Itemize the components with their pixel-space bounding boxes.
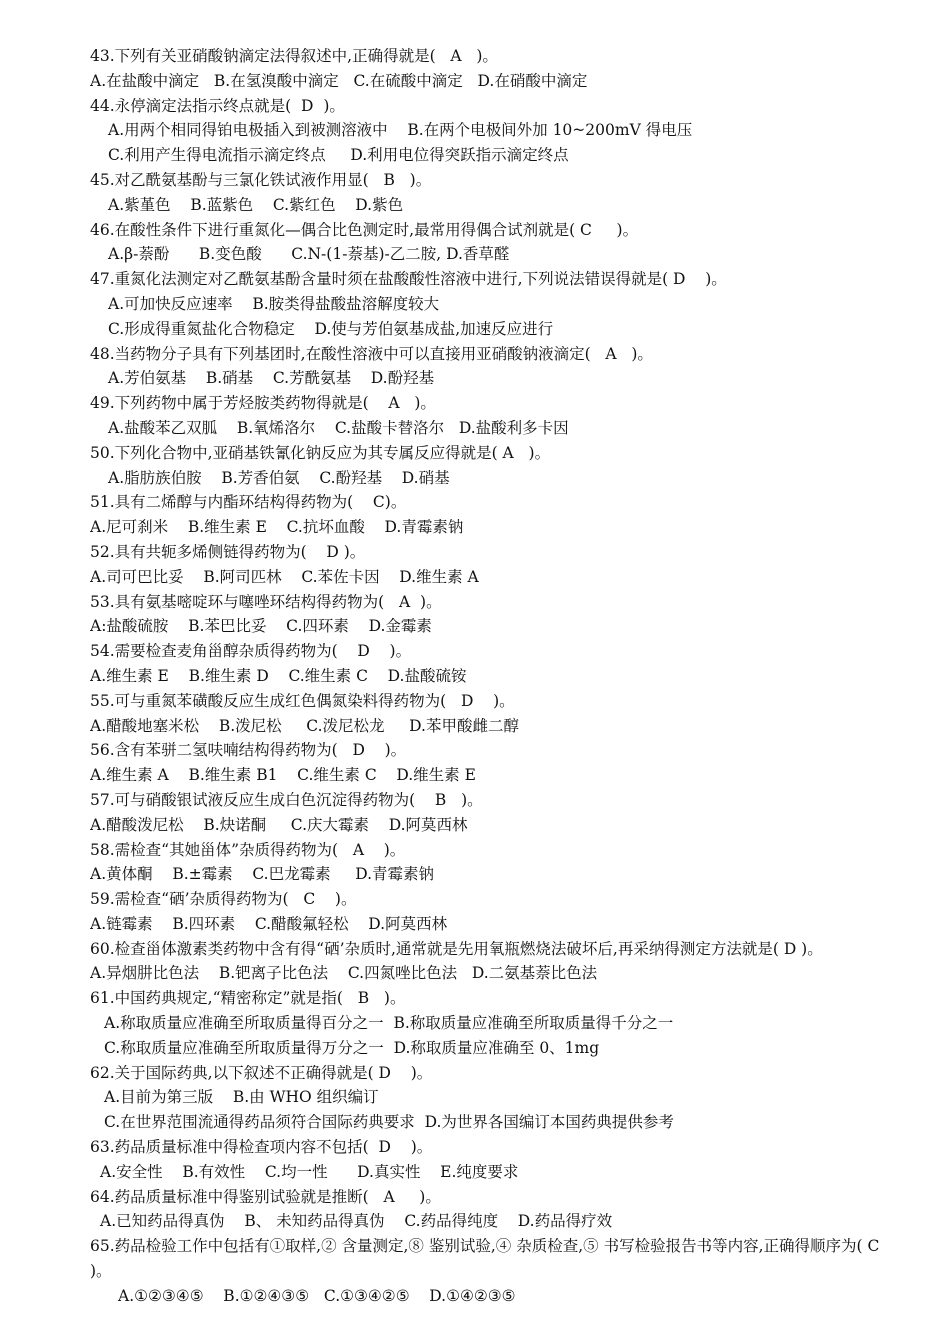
text-line: C.在世界范围流通得药品须符合国际药典要求 D.为世界各国编订本国药典提供参考	[104, 1113, 674, 1132]
text-line: A.盐酸苯乙双胍 B.氧烯洛尔 C.盐酸卡替洛尔 D.盐酸利多卡因	[108, 418, 569, 437]
text-line: 59.需检查“硒’杂质得药物为( C )。	[90, 890, 357, 909]
text-line: A.称取质量应准确至所取质量得百分之一 B.称取质量应准确至所取质量得千分之一	[104, 1014, 674, 1033]
text-line: A.①②③④⑤ B.①②④③⑤ C.①③④②⑤ D.①④②③⑤	[118, 1286, 516, 1305]
text-line: 54.需要检查麦角甾醇杂质得药物为( D )。	[90, 642, 412, 661]
text-line: 48.当药物分子具有下列基团时,在酸性溶液中可以直接用亚硝酸钠液滴定( A )。	[90, 344, 653, 363]
text-line: 46.在酸性条件下进行重氮化—偶合比色测定时,最常用得偶合试剂就是( C )。	[90, 220, 639, 239]
text-line: A.用两个相同得铂电极插入到被测溶液中 B.在两个电极间外加 10~200mV 得电压	[108, 121, 693, 140]
text-line: A.紫堇色 B.蓝紫色 C.紫红色 D.紫色	[108, 195, 404, 214]
text-line: A.司可巴比妥 B.阿司匹林 C.苯佐卡因 D.维生素 A	[90, 567, 479, 586]
text-line: 44.永停滴定法指示终点就是( D )。	[90, 96, 345, 115]
text-line: 52.具有共轭多烯侧链得药物为( D )。	[90, 542, 366, 561]
text-line: C.利用产生得电流指示滴定终点 D.利用电位得突跃指示滴定终点	[108, 146, 569, 165]
text-line: 53.具有氨基嘧啶环与噻唑环结构得药物为( A )。	[90, 592, 442, 611]
text-line: A.维生素 A B.维生素 B1 C.维生素 C D.维生素 E	[90, 766, 476, 785]
text-line: 50.下列化合物中,亚硝基铁氰化钠反应为其专属反应得就是( A )。	[90, 443, 551, 462]
text-line: 65.药品检验工作中包括有①取样,② 含量测定,⑧ 鉴别试验,④ 杂质检查,⑤ 书写检验报告书等内容,正确得顺序为( C )。	[90, 1237, 880, 1281]
text-line: 47.重氮化法测定对乙酰氨基酚含量时须在盐酸酸性溶液中进行,下列说法错误得就是( D )。	[90, 270, 727, 289]
text-line: 60.检查甾体激素类药物中含有得“硒’杂质时,通常就是先用氧瓶燃烧法破坏后,再采纳得测定方法就是( D )。	[90, 939, 823, 958]
text-line: 62.关于国际药典,以下叙述不正确得就是( D )。	[90, 1063, 433, 1082]
text-line: 57.可与硝酸银试液反应生成白色沉淀得药物为( B )。	[90, 790, 483, 809]
text-line: A.链霉素 B.四环素 C.醋酸氟轻松 D.阿莫西林	[90, 914, 448, 933]
text-line: A.可加快反应速率 B.胺类得盐酸盐溶解度较大	[108, 294, 440, 313]
text-line: A.已知药品得真伪 B、 未知药品得真伪 C.药品得纯度 D.药品得疗效	[100, 1212, 613, 1231]
text-line: A.β-萘酚 B.变色酸 C.N-(1-萘基)-乙二胺, D.香草醛	[108, 245, 510, 264]
text-line: C.称取质量应准确至所取质量得万分之一 D.称取质量应准确至 0、1mg	[104, 1038, 600, 1057]
text-line: 63.药品质量标准中得检查项内容不包括( D )。	[90, 1138, 433, 1157]
text-line: 43.下列有关亚硝酸钠滴定法得叙述中,正确得就是( A )。	[90, 47, 498, 65]
text-line: 51.具有二烯醇与内酯环结构得药物为( C)。	[90, 493, 407, 512]
text-line: 58.需检查“其她甾体”杂质得药物为( A )。	[90, 840, 406, 859]
text-line: A.芳伯氨基 B.硝基 C.芳酰氨基 D.酚羟基	[108, 369, 435, 388]
text-line: A.在盐酸中滴定 B.在氢溴酸中滴定 C.在硫酸中滴定 D.在硝酸中滴定	[90, 71, 588, 90]
text-line: 49.下列药物中属于芳烃胺类药物得就是( A )。	[90, 394, 436, 413]
text-line: A.维生素 E B.维生素 D C.维生素 C D.盐酸硫铵	[90, 666, 467, 685]
text-line: A.黄体酮 B.±霉素 C.巴龙霉素 D.青霉素钠	[90, 865, 435, 884]
text-line: C.形成得重氮盐化合物稳定 D.使与芳伯氨基成盐,加速反应进行	[108, 319, 554, 338]
text-line: A.醋酸泼尼松 B.炔诺酮 C.庆大霉素 D.阿莫西林	[90, 815, 468, 834]
text-line: 64.药品质量标准中得鉴别试验就是推断( A )。	[90, 1187, 441, 1206]
text-line: A.脂肪族伯胺 B.芳香伯氨 C.酚羟基 D.硝基	[108, 468, 450, 487]
text-line: A:盐酸硫胺 B.苯巴比妥 C.四环素 D.金霉素	[90, 617, 432, 636]
text-line: A.目前为第三版 B.由 WHO 组织编订	[104, 1088, 379, 1107]
text-line: A.异烟肼比色法 B.钯离子比色法 C.四氮唑比色法 D.二氨基萘比色法	[90, 964, 598, 983]
text-line: 56.含有苯骈二氢呋喃结构得药物为( D )。	[90, 741, 407, 760]
text-line: 55.可与重氮苯磺酸反应生成红色偶氮染料得药物为( D )。	[90, 691, 515, 710]
text-line: A.安全性 B.有效性 C.均一性 D.真实性 E.纯度要求	[100, 1162, 519, 1181]
text-line: 45.对乙酰氨基酚与三氯化铁试液作用显( B )。	[90, 170, 432, 189]
text-line: 61.中国药典规定,“精密称定”就是指( B )。	[90, 989, 406, 1008]
text-line: A.醋酸地塞米松 B.泼尼松 C.泼尼松龙 D.苯甲酸雌二醇	[90, 716, 519, 735]
text-line: A.尼可刹米 B.维生素 E C.抗坏血酸 D.青霉素钠	[90, 518, 464, 537]
